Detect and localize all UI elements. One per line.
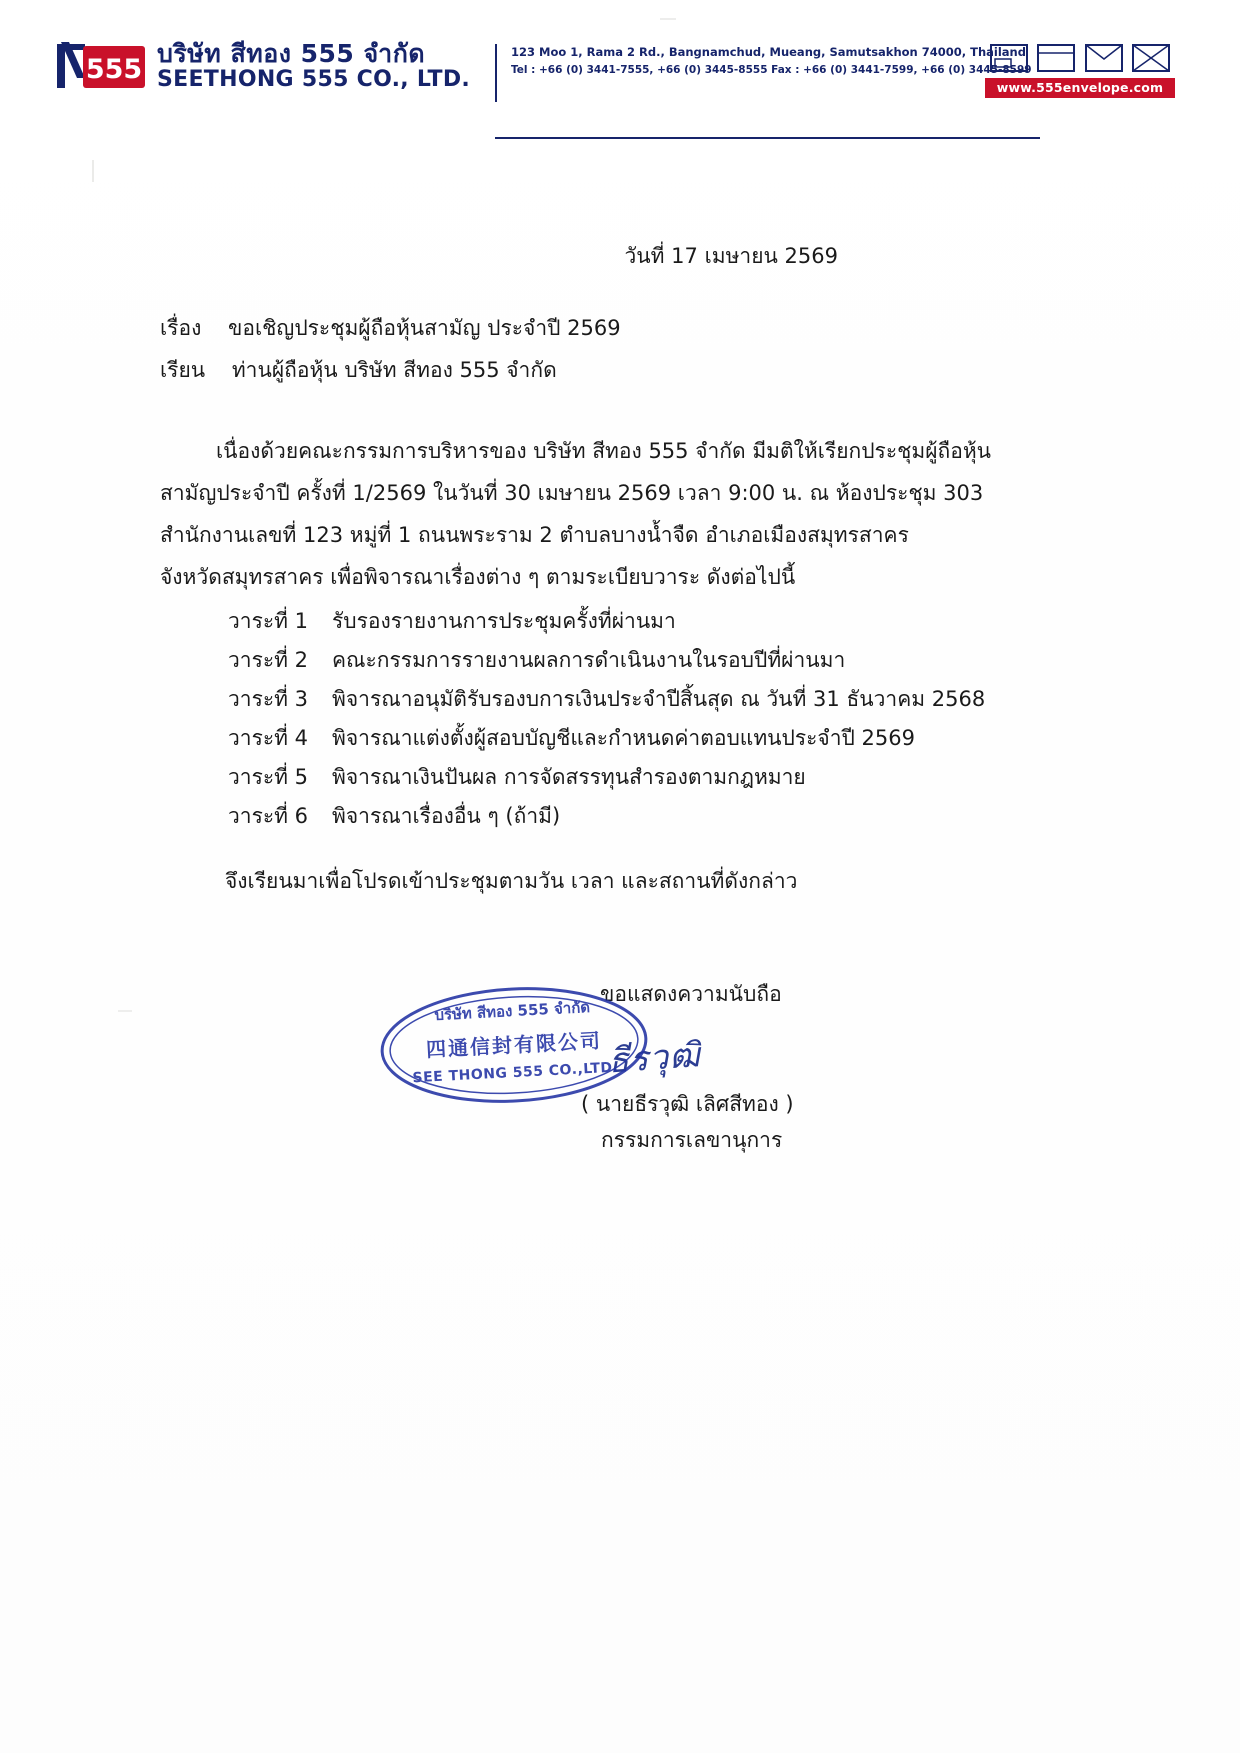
regards-text: ขอแสดงความนับถือ [600,982,782,1006]
agenda-text: พิจารณาเรื่องอื่น ๆ (ถ้ามี) [332,804,561,828]
attention-label: เรียน [160,358,206,382]
intro-line-4: จังหวัดสมุทรสาคร เพื่อพิจารณาเรื่องต่าง ๆ ตามระเบียบวาระ ดังต่อไปนี้ [160,565,796,589]
intro-line-3: สำนักงานเลขที่ 123 หมู่ที่ 1 ถนนพระราม 2 ตำบลบางน้ำจืด อำเภอเมืองสมุทรสาคร [160,523,909,547]
signer-title: กรรมการเลขานุการ [601,1128,783,1152]
agenda-number: วาระที่ 6 [228,804,309,828]
intro-line-2: สามัญประจำปี ครั้งที่ 1/2569 ในวันที่ 30 เมษายน 2569 เวลา 9:00 น. ณ ห้องประชุม 303 [160,481,984,505]
envelope-flap-icon [1085,44,1123,72]
closing-paragraph: จึงเรียนมาเพื่อโปรดเข้าประชุมตามวัน เวลา และสถานที่ดังกล่าว [225,869,798,893]
letter-date: วันที่ 17 เมษายน 2569 [624,244,838,268]
envelope-plain-icon [1037,44,1075,72]
intro-paragraph [160,430,1100,598]
agenda-text: คณะกรรมการรายงานผลการดำเนินงานในรอบปีที่ผ่านมา [332,648,846,672]
intro-line-1-text: เนื่องด้วยคณะกรรมการบริหารของ บริษัท สีทอง 555 จำกัด มีมติให้เรียกประชุมผู้ถือหุ้น [216,439,992,463]
list-item [228,758,1148,797]
agenda-number: วาระที่ 4 [228,726,309,750]
envelope-icon-row [990,44,1170,72]
agenda-number: วาระที่ 2 [228,648,309,672]
handwritten-signature: ธีรวุฒิ [606,1035,703,1082]
list-item [228,680,1148,719]
agenda-text: รับรองรายงานการประชุมครั้งที่ผ่านมา [332,609,676,633]
stamp-text-english: SEE THONG 555 CO.,LTD. [412,1059,619,1087]
stamp-text-chinese: 四通信封有限公司 [425,1028,603,1062]
stamp-text-thai: บริษัท สีทอง 555 จำกัด [433,997,591,1025]
envelope-window-icon [990,44,1028,72]
attention-text: ท่านผู้ถือหุ้น บริษัท สีทอง 555 จำกัด [231,358,557,382]
website-badge: www.555envelope.com [985,78,1175,98]
logo-wordmark [157,41,470,90]
subject-text: ขอเชิญประชุมผู้ถือหุ้นสามัญ ประจำปี 2569 [228,316,621,340]
subject-label: เรื่อง [160,316,202,340]
signer-name: ( นายธีรวุฒิ เลิศสีทอง ) [581,1092,794,1116]
list-item [228,602,1148,641]
attention-line [160,354,557,387]
envelope-sealed-icon [1132,44,1170,72]
company-phone-fax: Tel : +66 (0) 3441-7555, +66 (0) 3445-8555 Fax : +66 (0) 3441-7599, +66 (0) 3445-8599 [511,63,1032,76]
agenda-number: วาระที่ 5 [228,765,309,789]
scan-artifact [660,18,676,20]
agenda-text: พิจารณาอนุมัติรับรองบการเงินประจำปีสิ้นสุด ณ วันที่ 31 ธันวาคม 2568 [332,687,986,711]
subject-line [160,312,621,345]
list-item [228,641,1148,680]
agenda-number: วาระที่ 1 [228,609,309,633]
list-item [228,719,1148,758]
company-seal-stamp [375,978,653,1112]
letterhead-divider [495,137,1040,139]
agenda-text: พิจารณาแต่งตั้งผู้สอบบัญชีและกำหนดค่าตอบแทนประจำปี 2569 [332,726,915,750]
svg-text:555: 555 [85,54,143,85]
scan-artifact [118,1010,132,1012]
intro-line-1 [160,430,1100,472]
agenda-number: วาระที่ 3 [228,687,309,711]
agenda-list [228,602,1148,836]
company-logo [55,38,470,94]
company-name-english: SEETHONG 555 CO., LTD. [157,66,471,92]
list-item [228,797,1148,836]
agenda-text: พิจารณาเงินปันผล การจัดสรรทุนสำรองตามกฎหมาย [332,765,806,789]
logo-555-icon [55,38,147,94]
scan-artifact [92,160,94,182]
company-address: 123 Moo 1, Rama 2 Rd., Bangnamchud, Mueang, Samutsakhon 74000, Thailand [511,45,1026,59]
company-name-thai: บริษัท สีทอง 555 จำกัด [157,39,426,69]
